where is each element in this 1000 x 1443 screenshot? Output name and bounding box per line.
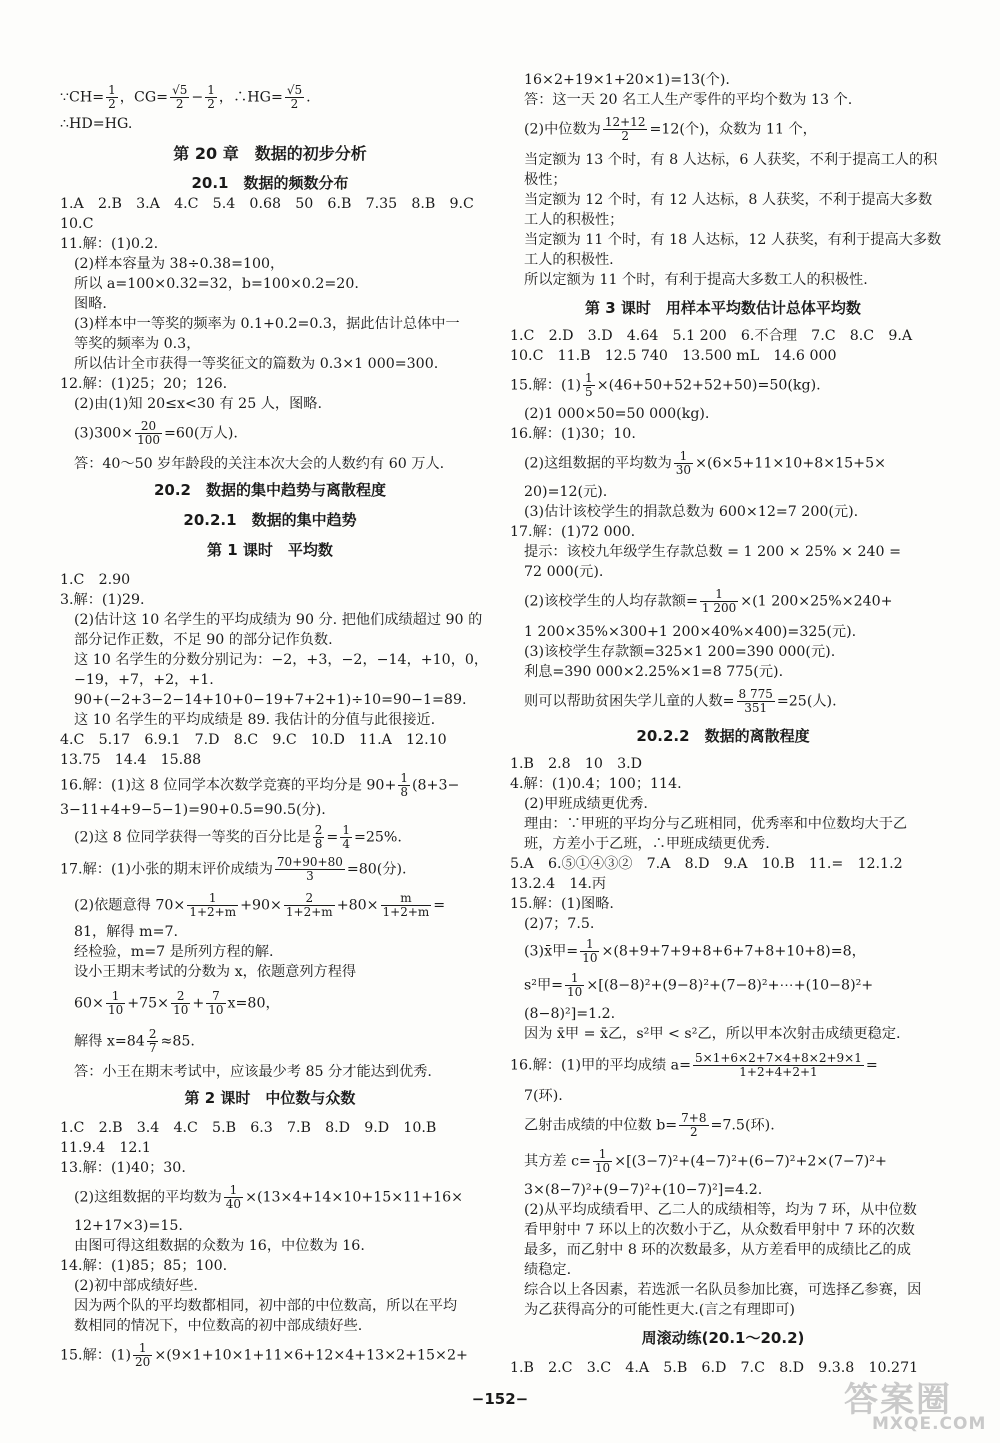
text-line: 极性； (524, 172, 567, 188)
text-line: 1.C 2.90 (60, 572, 131, 588)
text-line: 16.解：(1)30；10. (510, 426, 636, 442)
text-line: 所以估计全市获得一等奖征文的篇数为 0.3×1 000=300. (74, 356, 439, 372)
text-line: 当定额为 13 个时，有 8 人达标，6 人获奖，不利于提高工人的积 (524, 152, 938, 168)
text-line: 这 10 名学生的分数分别记为：−2，+3，−2，−14，+10，0， (74, 652, 489, 668)
text-line: 乙射击成绩的中位数 b= $\frac{7+8}{2}$ =7.5(环). (524, 1111, 775, 1139)
text-line: (2)1 000×50=50 000(kg). (524, 406, 710, 422)
text-line: 1.A 2.B 3.A 4.C 5.4 0.68 50 6.B 7.35 8.B 9.C (60, 196, 474, 212)
text-line: 12.解：(1)25；20；126. (60, 376, 228, 392)
text-line: 13.2.4 14.丙 (510, 876, 607, 892)
text-line: (2)这组数据的平均数为 $\frac{1}{30}$ ×(6×5+11×10+8×15+5× (524, 449, 886, 477)
text-line: (2)由(1)知 20≤x<30 有 25 人，图略. (74, 396, 322, 412)
text-line: (2)该校学生的人均存款额= $\frac{1}{1 200}$ ×(1 200×25%×240+ (524, 587, 893, 615)
text-line: 则可以帮助贫困失学儿童的人数= $\frac{8 775}{351}$ =25(人). (524, 687, 837, 715)
text-line: (2)初中部成绩好些. (74, 1278, 198, 1294)
text-line: 等奖的频率为 0.3， (74, 336, 201, 352)
text-line: s²甲= $\frac{1}{10}$ ×[(8−8)²+(9−8)²+(7−8)²+⋯+(10−8)²+ (524, 971, 874, 999)
text-line: (3)300× $\frac{20}{100}$ =60(万人). (74, 419, 238, 447)
text-line: 17.解：(1)72 000. (510, 524, 636, 540)
text-line: 13.解：(1)40；30. (60, 1160, 186, 1176)
text-line: 绩稳定. (524, 1262, 572, 1278)
text-line: 3−11+4+9−5−1)=90+0.5=90.5(分). (60, 802, 326, 818)
text-line: −19，+7，+2，+1. (74, 672, 214, 688)
lesson-heading: 第 2 课时 中位数与众数 (184, 1089, 356, 1107)
text-line: (8−8)²]=1.2. (524, 1006, 616, 1022)
text-line: 17.解：(1)小张的期末评价成绩为 $\frac{70+90+80}{3}$ =80(分). (60, 855, 407, 883)
text-line: 4.C 5.17 6.9.1 7.D 8.C 9.C 10.D 11.A 12.10 (60, 732, 447, 748)
text-line: 15.解：(1) $\frac{1}{5}$ ×(46+50+52+52+50)=50(kg). (510, 371, 821, 399)
page-number: −152− (471, 1390, 529, 1408)
text-line: 10.C 11.B 12.5 740 13.500 mL 14.6 000 (510, 348, 837, 364)
section-heading: 20.2.1 数据的集中趋势 (183, 511, 357, 529)
text-line: 当定额为 11 个时，有 18 人达标，12 人获奖，有利于提高大多数 (524, 232, 942, 248)
text-line: 1.B 2.8 10 3.D (510, 756, 643, 772)
text-line: 16.解：(1)这 8 位同学本次数学竞赛的平均分是 90+ $\frac{1}{8}$ (8+3− (60, 771, 460, 799)
text-line: 所以 a=100×0.32=32，b=100×0.2=20. (74, 276, 359, 292)
text-line: (2)这组数据的平均数为 $\frac{1}{40}$ ×(13×4+14×10+15×11+16× (74, 1183, 464, 1211)
text-line: 16.解：(1)甲的平均成绩 a= $\frac{5\times 1+6\times 2+7\times 4+8\times 2+9\times 1}{1+2+4+2+1}$ = (510, 1051, 878, 1079)
section-heading: 20.2.2 数据的离散程度 (636, 727, 810, 745)
text-line: 利息=390 000×2.25%×1=8 775(元). (524, 664, 784, 680)
text-line: 图略. (74, 296, 107, 312)
watermark-text: 答案圈 (844, 1380, 952, 1420)
text-line: 工人的积极性. (524, 252, 614, 268)
text-line: 72 000(元). (524, 564, 604, 580)
text-line: 20)=12(元). (524, 484, 608, 500)
watermark-logo (838, 1372, 988, 1436)
text-line: 为乙获得高分的可能性更大.(言之有理即可) (524, 1302, 795, 1318)
text-line: (2)估计这 10 名学生的平均成绩为 90 分. 把他们成绩超过 90 的 (74, 612, 483, 628)
text-line: 14.解：(1)85；85；100. (60, 1258, 228, 1274)
text-line: 答：40～50 岁年龄段的关注本次大会的人数约有 60 万人. (74, 456, 445, 472)
text-line: (3)x̄甲= $\frac{1}{10}$ ×(8+9+7+9+8+6+7+8+10+8)=8， (524, 937, 866, 965)
text-line: 1.B 2.C 3.C 4.A 5.B 6.D 7.C 8.D 9.3.8 10.271 (510, 1360, 919, 1376)
text-line: (2)这 8 位同学获得一等奖的百分比是 $\frac{2}{8}$ = $\frac{1}{4}$ =25%. (74, 823, 402, 851)
text-line: (3)该校学生存款额=325×1 200=390 000(元). (524, 644, 836, 660)
lesson-heading: 第 1 课时 平均数 (207, 541, 333, 559)
text-line: (3)样本中一等奖的频率为 0.1+0.2=0.3，据此估计总体中一 (74, 316, 460, 332)
text-line: (2)样本容量为 38÷0.38=100， (74, 256, 285, 272)
text-line: 16×2+19×1+20×1)=13(个). (524, 72, 730, 88)
text-line: 设小王期末考试的分数为 x，依题意列方程得 (74, 964, 357, 980)
text-line: 其方差 c= $\frac{1}{10}$ ×[(3−7)²+(4−7)²+(6−7)²+2×(7−7)²+ (524, 1147, 887, 1175)
text-line: 提示：该校九年级学生存款总数 = 1 200 × 25% × 240 = (524, 544, 901, 560)
chapter-heading: 第 20 章 数据的初步分析 (173, 144, 367, 163)
text-line: 理由：∵甲班的平均分与乙班相同，优秀率和中位数均大于乙 (524, 816, 908, 832)
text-line: (2)甲班成绩更优秀. (524, 796, 648, 812)
text-line: 11.9.4 12.1 (60, 1140, 151, 1156)
lesson-heading: 第 3 课时 用样本平均数估计总体平均数 (585, 299, 861, 317)
text-line: 最多，而乙射中 8 环的次数最多，从方差看甲的成绩比乙的成 (524, 1242, 911, 1258)
text-line: 7(环). (524, 1088, 563, 1104)
section-heading: 周滚动练(20.1～20.2) (641, 1329, 805, 1347)
text-line: 4.解：(1)0.4；100；114. (510, 776, 682, 792)
text-line: 当定额为 12 个时，有 12 人达标，8 人获奖，不利于提高大多数 (524, 192, 933, 208)
text-line: 1 200×35%×300+1 200×40%×400)=325(元). (524, 624, 857, 640)
text-line: 答：这一天 20 名工人生产零件的平均个数为 13 个. (524, 92, 853, 108)
section-heading: 20.1 数据的频数分布 (191, 174, 349, 192)
text-line: 1.C 2.D 3.D 4.64 5.1 200 6.不合理 7.C 8.C 9.A (510, 328, 913, 344)
text-line: 3×(8−7)²+(9−7)²+(10−7)²]=4.2. (524, 1182, 763, 1198)
text-line: 10.C (60, 216, 94, 232)
text-line: 所以定额为 11 个时，有利于提高大多数工人的积极性. (524, 272, 868, 288)
text-line: 15.解：(1) $\frac{1}{20}$ ×(9×1+10×1+11×6+12×4+13×2+15×2+ (60, 1341, 468, 1369)
section-heading: 20.2 数据的集中趋势与离散程度 (153, 481, 386, 499)
text-line: 60× $\frac{1}{10}$ +75× $\frac{2}{10}$ + $\frac{7}{10}$ x=80， (74, 989, 280, 1017)
text-line: (2)从平均成绩看甲、乙二人的成绩相等，均为 7 环，从中位数 (524, 1202, 917, 1218)
text-line: ∴HD=HG. (60, 116, 133, 132)
text-line: ∵CH= $\frac{1}{2}$ ，CG= $\frac{√5}{2}$ − $\frac{1}{2}$ ，∴HG= $\frac{√5}{2}$ . (60, 83, 311, 111)
text-line: 因为两个队的平均数都相同，初中部的中位数高，所以在平均 (74, 1298, 458, 1314)
text-line: 1.C 2.B 3.4 4.C 5.B 6.3 7.B 8.D 9.D 10.B (60, 1120, 437, 1136)
text-line: 12+17×3)=15. (74, 1218, 183, 1234)
watermark-url: MXQE.COM (872, 1414, 987, 1434)
text-line: (2)中位数为 $\frac{12+12}{2}$ =12(个)，众数为 11 个， (524, 115, 817, 143)
text-line: 这 10 名学生的平均成绩是 89. 我估计的分值与此很接近. (74, 712, 436, 728)
text-line: 部分记作正数，不足 90 的部分记作负数. (74, 632, 333, 648)
text-line: (3)估计该校学生的捐款总数为 600×12=7 200(元). (524, 504, 859, 520)
text-line: 15.解：(1)图略. (510, 896, 614, 912)
text-line: 81，解得 m=7. (74, 924, 179, 940)
text-line: 90+(−2+3−2−14+10+0−19+7+2+1)÷10=90−1=89. (74, 692, 467, 708)
text-line: 看甲射中 7 环以上的次数小于乙，从众数看甲射中 7 环的次数 (524, 1222, 915, 1238)
text-line: 工人的积极性； (524, 212, 624, 228)
text-line: 3.解：(1)29. (60, 592, 145, 608)
text-line: 经检验，m=7 是所列方程的解. (74, 944, 274, 960)
text-line: 班，方差小于乙班，∴甲班成绩更优秀. (524, 836, 770, 852)
text-line: 答：小王在期末考试中，应该最少考 85 分才能达到优秀. (74, 1064, 432, 1080)
text-line: 11.解：(1)0.2. (60, 236, 159, 252)
text-line: 综合以上各因素，若选派一名队员参加比赛，可选择乙参赛，因 (524, 1282, 922, 1298)
text-line: 13.75 14.4 15.88 (60, 752, 202, 768)
text-line: 解得 x=84 $\frac{2}{7}$ ≈85. (74, 1027, 195, 1055)
text-line: 因为 x̄甲 = x̄乙，s²甲 < s²乙，所以甲本次射击成绩更稳定. (524, 1026, 901, 1042)
text-line: 由图可得这组数据的众数为 16，中位数为 16. (74, 1238, 365, 1254)
text-line: (2)7；7.5. (524, 916, 595, 932)
text-line: (2)依题意得 70× $\frac{1}{1+2+m}$ +90× $\frac{2}{1+2+m}$ +80× $\frac{m}{1+2+m}$ = (74, 891, 446, 919)
text-line: 数相同的情况下，中位数高的初中部成绩好些. (74, 1318, 363, 1334)
text-line: 5.A 6.⑤①④③② 7.A 8.D 9.A 10.B 11.= 12.1.2 (510, 856, 903, 872)
